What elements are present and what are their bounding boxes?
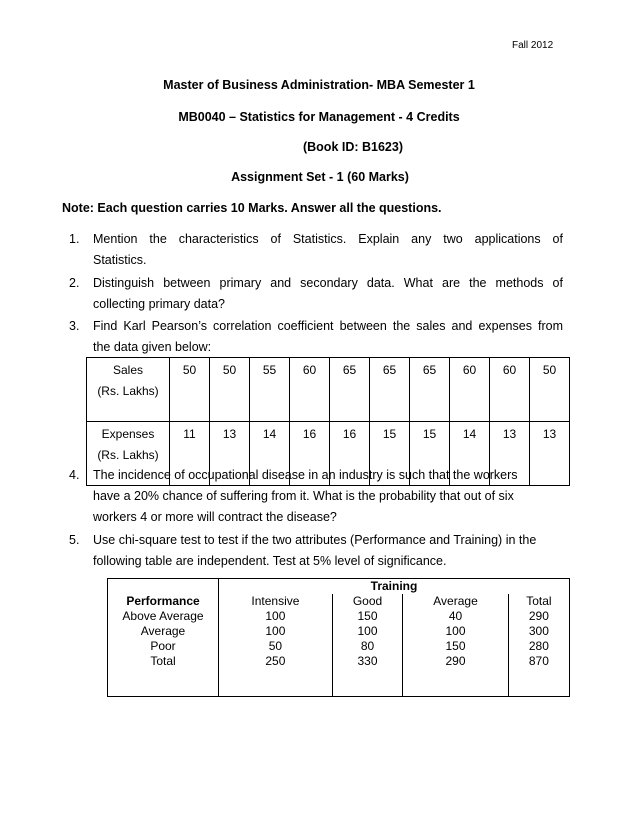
table-cell: 50 (530, 358, 570, 422)
question-number: 3. (69, 319, 80, 333)
empty-corner (108, 579, 219, 594)
table-cell: 50 (210, 358, 250, 422)
question-number: 5. (69, 533, 80, 547)
question-text-line: Statistics. (93, 253, 147, 267)
table-cell: 150 (403, 639, 509, 654)
row-label-expenses: Expenses (Rs. Lakhs) (87, 422, 170, 486)
table-cell: 16 (330, 422, 370, 486)
column-header: Good (332, 594, 402, 609)
question-text-line: Distinguish between primary and secondary data. What are the methods of (93, 276, 563, 290)
table-cell: 330 (332, 654, 402, 697)
table-row (108, 654, 570, 697)
table-row (108, 579, 570, 594)
table-cell: 11 (170, 422, 210, 486)
table-cell: 100 (403, 624, 509, 639)
table-cell: 290 (508, 609, 569, 624)
table-cell: 15 (410, 422, 450, 486)
question-text-line: have a 20% chance of suffering from it. What is the probability that out of six (93, 489, 514, 503)
question-text-line: Mention the characteristics of Statistics. Explain any two applications of (93, 232, 563, 246)
table-cell: 60 (450, 358, 490, 422)
table-row (108, 609, 570, 624)
table-cell: 60 (290, 358, 330, 422)
table-cell: 80 (332, 639, 402, 654)
table-cell: 13 (210, 422, 250, 486)
assignment-title: Assignment Set - 1 (60 Marks) (231, 170, 409, 184)
question-text-line: Find Karl Pearson’s correlation coefficient between the sales and expenses from (93, 319, 563, 333)
performance-header: Performance (108, 594, 219, 609)
row-label: Above Average (108, 609, 219, 624)
question-text-line: collecting primary data? (93, 297, 226, 311)
table-cell: 250 (219, 654, 333, 697)
table-cell: 50 (219, 639, 333, 654)
table-cell: 13 (490, 422, 530, 486)
term-label: Fall 2012 (512, 40, 554, 51)
note: Note: Each question carries 10 Marks. Answer all the questions. (62, 201, 442, 215)
table-cell: 55 (250, 358, 290, 422)
question-4 (69, 465, 563, 528)
question-1 (69, 229, 563, 271)
question-number: 1. (69, 232, 80, 246)
table-cell: 16 (290, 422, 330, 486)
row-label: Poor (108, 639, 219, 654)
question-text-line: Use chi-square test to test if the two attributes (Performance and Training) in the (93, 533, 537, 547)
row-label: Total (108, 654, 219, 697)
book-id: (Book ID: B1623) (302, 140, 404, 154)
column-header: Average (403, 594, 509, 609)
question-text-line: the data given below: (93, 340, 212, 354)
table-cell: 50 (170, 358, 210, 422)
table-row (108, 624, 570, 639)
table-row (87, 358, 570, 422)
question-2 (69, 273, 563, 315)
table-cell: 15 (370, 422, 410, 486)
performance-training-table (107, 578, 570, 697)
table-cell: 60 (490, 358, 530, 422)
question-3 (69, 316, 563, 358)
question-text-line: The incidence of occupational disease in an industry is such that the workers (93, 468, 518, 482)
row-label: Average (108, 624, 219, 639)
column-header: Intensive (219, 594, 333, 609)
question-number: 4. (69, 468, 80, 482)
question-5 (69, 530, 563, 572)
table-row (108, 639, 570, 654)
column-header: Total (508, 594, 569, 609)
table-cell: 13 (530, 422, 570, 486)
training-header: Training (219, 579, 570, 594)
table-cell: 14 (250, 422, 290, 486)
question-number: 2. (69, 276, 80, 290)
table-cell: 40 (403, 609, 509, 624)
table-cell: 65 (370, 358, 410, 422)
question-text-line: following table are independent. Test at 5% level of significance. (93, 554, 447, 568)
table-cell: 300 (508, 624, 569, 639)
table-cell: 65 (330, 358, 370, 422)
table-cell: 100 (219, 609, 333, 624)
table-cell: 65 (410, 358, 450, 422)
question-text-line: workers 4 or more will contract the disease? (93, 510, 337, 524)
table-cell: 100 (219, 624, 333, 639)
program-title: Master of Business Administration- MBA Semester 1 (163, 78, 475, 92)
table-cell: 14 (450, 422, 490, 486)
table-cell: 290 (403, 654, 509, 697)
table-cell: 100 (332, 624, 402, 639)
table-cell: 150 (332, 609, 402, 624)
row-label-sales: Sales (Rs. Lakhs) (87, 358, 170, 422)
course-title: MB0040 – Statistics for Management - 4 Credits (178, 110, 460, 124)
table-cell: 870 (508, 654, 569, 697)
table-cell: 280 (508, 639, 569, 654)
table-row (108, 594, 570, 609)
